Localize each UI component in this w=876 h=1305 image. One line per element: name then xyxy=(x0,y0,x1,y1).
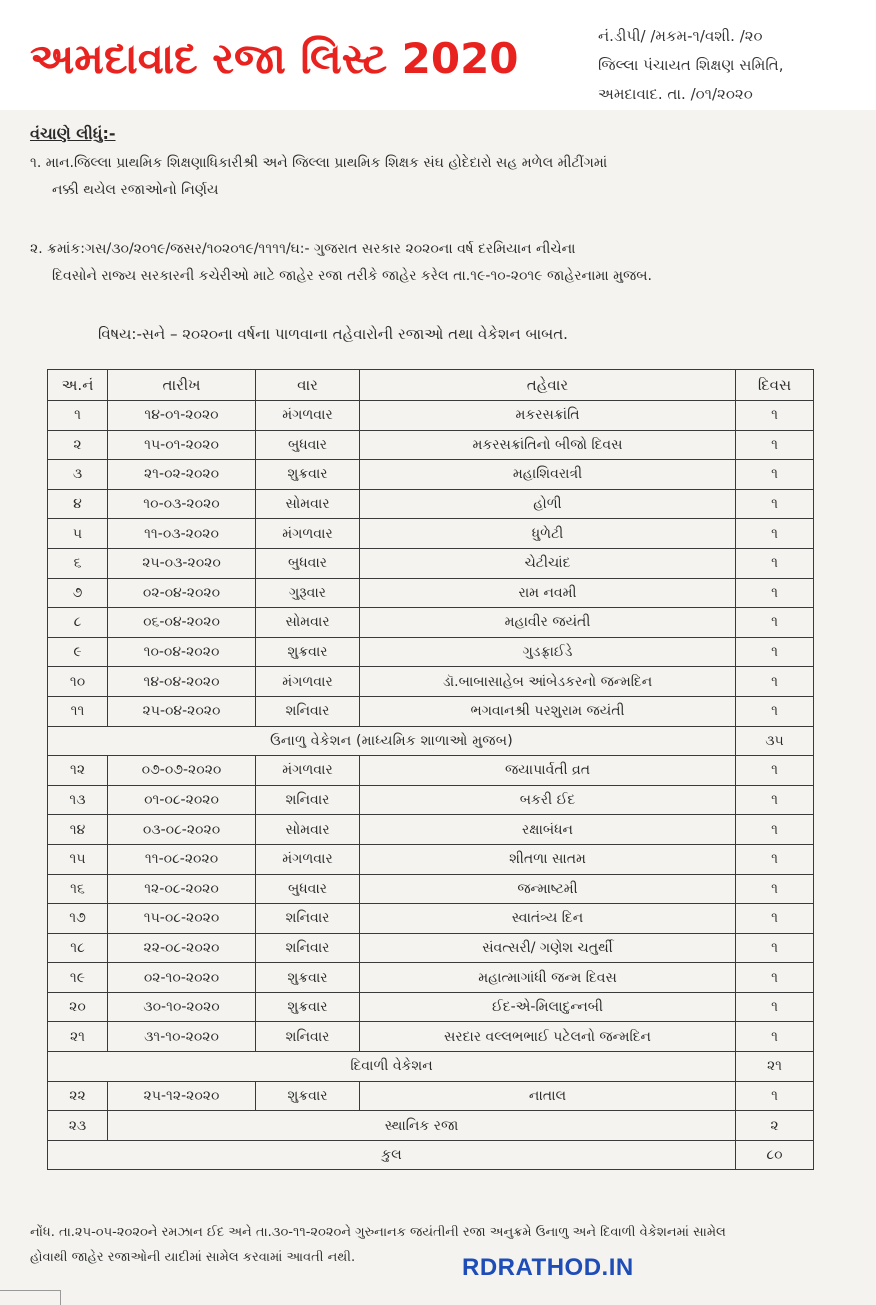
header-date: તારીખ xyxy=(108,370,256,401)
day-cell: શનિવાર xyxy=(256,933,360,963)
holiday-table xyxy=(47,369,814,1170)
diwali-vacation-days: ૨૧ xyxy=(736,1052,814,1082)
read-item-1 xyxy=(30,150,860,204)
issue-date: અમદાવાદ. તા. /૦૧/૨૦૨૦ xyxy=(598,85,753,103)
local-holiday-row xyxy=(48,1111,814,1141)
day-cell: બુધવાર xyxy=(256,430,360,460)
days-cell: ૧ xyxy=(736,637,814,667)
date-cell: ૦૬-૦૪-૨૦૨૦ xyxy=(108,608,256,638)
serial-no-cell: ૩ xyxy=(48,460,108,490)
header-days: દિવસ xyxy=(736,370,814,401)
serial-no-cell: ૮ xyxy=(48,608,108,638)
date-cell: ૦૧-૦૮-૨૦૨૦ xyxy=(108,785,256,815)
date-cell: ૨૫-૦૩-૨૦૨૦ xyxy=(108,548,256,578)
local-holiday-days: ૨ xyxy=(736,1111,814,1141)
day-cell: શુક્રવાર xyxy=(256,1081,360,1111)
date-cell: ૧૦-૦૪-૨૦૨૦ xyxy=(108,637,256,667)
day-cell: શનિવાર xyxy=(256,696,360,726)
date-cell: ૨૫-૧૨-૨૦૨૦ xyxy=(108,1081,256,1111)
days-cell: ૧ xyxy=(736,578,814,608)
serial-no-cell: ૧૪ xyxy=(48,815,108,845)
serial-no-cell: ૯ xyxy=(48,637,108,667)
days-cell: ૧ xyxy=(736,963,814,993)
day-cell: શુક્રવાર xyxy=(256,460,360,490)
read-item-1-line-2: નક્કી થયેલ રજાઓનો નિર્ણય xyxy=(52,182,219,198)
summer-vacation-row xyxy=(48,726,814,756)
festival-cell: સંવત્સરી/ ગણેશ ચતુર્થી xyxy=(360,933,736,963)
days-cell: ૧ xyxy=(736,785,814,815)
days-cell: ૧ xyxy=(736,696,814,726)
diwali-vacation-label: દિવાળી વેકેશન xyxy=(48,1052,736,1082)
day-cell: મંગળવાર xyxy=(256,667,360,697)
table-row xyxy=(48,519,814,549)
days-cell: ૧ xyxy=(736,992,814,1022)
total-row xyxy=(48,1140,814,1170)
festival-cell: મહાત્માગાંધી જન્મ દિવસ xyxy=(360,963,736,993)
day-cell: શુક્રવાર xyxy=(256,992,360,1022)
day-cell: ગુરૂવાર xyxy=(256,578,360,608)
summer-vacation-days: ૩૫ xyxy=(736,726,814,756)
table-row xyxy=(48,904,814,934)
table-row xyxy=(48,637,814,667)
serial-no-cell: ૨૨ xyxy=(48,1081,108,1111)
festival-cell: ઈદ-એ-મિલાદુન્નબી xyxy=(360,992,736,1022)
day-cell: મંગળવાર xyxy=(256,519,360,549)
date-cell: ૦૩-૦૮-૨૦૨૦ xyxy=(108,815,256,845)
read-heading: વંચાણે લીધું:- xyxy=(30,124,116,143)
table-row xyxy=(48,401,814,431)
festival-cell: નાતાલ xyxy=(360,1081,736,1111)
table-header-row xyxy=(48,370,814,401)
footnote-line-1: નોંધ. તા.૨૫-૦૫-૨૦૨૦ને રમઝાન ઈદ અને તા.૩૦-૧૧-૨૦૨૦ને ગુરુનાનક જયંતીની રજા અનુક્રમે ઉનાળુ અને દિવાળી વેકેશનમાં સામેલ xyxy=(30,1225,726,1240)
subject-line: વિષય:-સને – ૨૦૨૦ના વર્ષના પાળવાના તહેવારોની રજાઓ તથા વેકેશન બાબત. xyxy=(98,325,568,343)
table-row xyxy=(48,548,814,578)
festival-cell: સરદાર વલ્લભભાઈ પટેલનો જન્મદિન xyxy=(360,1022,736,1052)
festival-cell: ચેટીચાંદ xyxy=(360,548,736,578)
serial-no-cell: ૧૮ xyxy=(48,933,108,963)
serial-no-cell: ૧૨ xyxy=(48,756,108,786)
date-cell: ૧૧-૦૮-૨૦૨૦ xyxy=(108,844,256,874)
days-cell: ૧ xyxy=(736,756,814,786)
day-cell: સોમવાર xyxy=(256,815,360,845)
date-cell: ૧૫-૦૮-૨૦૨૦ xyxy=(108,904,256,934)
festival-cell: ભગવાનશ્રી પરશુરામ જયંતી xyxy=(360,696,736,726)
festival-cell: મહાવીર જયંતી xyxy=(360,608,736,638)
date-cell: ૦૨-૦૪-૨૦૨૦ xyxy=(108,578,256,608)
table-row xyxy=(48,667,814,697)
table-row xyxy=(48,696,814,726)
date-cell: ૧૦-૦૩-૨૦૨૦ xyxy=(108,489,256,519)
serial-no-cell: ૧૫ xyxy=(48,844,108,874)
day-cell: શનિવાર xyxy=(256,785,360,815)
serial-no-cell: ૧૧ xyxy=(48,696,108,726)
reference-block xyxy=(598,22,784,109)
day-cell: શનિવાર xyxy=(256,1022,360,1052)
day-cell: શુક્રવાર xyxy=(256,963,360,993)
local-holiday-label: સ્થાનિક રજા xyxy=(108,1111,736,1141)
festival-cell: મકરસક્રાંતિ xyxy=(360,401,736,431)
serial-no-cell: ૧૭ xyxy=(48,904,108,934)
read-item-2-line-1: ૨. ક્રમાંક:ગસ/૩૦/૨૦૧૯/જસર/૧૦૨૦૧૯/૧૧૧૧/ઘ:- ગુજરાત સરકાર ૨૦૨૦ના વર્ષ દરમિયાન નીચેના xyxy=(30,241,576,257)
total-label: કુલ xyxy=(48,1140,736,1170)
table-row xyxy=(48,756,814,786)
days-cell: ૧ xyxy=(736,489,814,519)
read-item-2 xyxy=(30,236,860,290)
date-cell: ૧૨-૦૮-૨૦૨૦ xyxy=(108,874,256,904)
festival-cell: શીતળા સાતમ xyxy=(360,844,736,874)
table-row xyxy=(48,933,814,963)
festival-cell: ધુળેટી xyxy=(360,519,736,549)
day-cell: બુધવાર xyxy=(256,874,360,904)
festival-cell: જયાપાર્વતી વ્રત xyxy=(360,756,736,786)
serial-no-cell: ૨૧ xyxy=(48,1022,108,1052)
days-cell: ૧ xyxy=(736,519,814,549)
days-cell: ૧ xyxy=(736,904,814,934)
table-row xyxy=(48,489,814,519)
table-row xyxy=(48,963,814,993)
table-row xyxy=(48,460,814,490)
diwali-vacation-row xyxy=(48,1052,814,1082)
days-cell: ૧ xyxy=(736,1081,814,1111)
date-cell: ૨૨-૦૮-૨૦૨૦ xyxy=(108,933,256,963)
days-cell: ૧ xyxy=(736,815,814,845)
total-days: ૮૦ xyxy=(736,1140,814,1170)
festival-cell: મકરસક્રાંતિનો બીજો દિવસ xyxy=(360,430,736,460)
table-row xyxy=(48,1081,814,1111)
days-cell: ૧ xyxy=(736,874,814,904)
summer-vacation-label: ઉનાળુ વેકેશન (માધ્યમિક શાળાઓ મુજબ) xyxy=(48,726,736,756)
serial-no-cell: ૫ xyxy=(48,519,108,549)
table-row xyxy=(48,992,814,1022)
serial-no-cell: ૧૬ xyxy=(48,874,108,904)
serial-no-cell: ૭ xyxy=(48,578,108,608)
festival-cell: રક્ષાબંધન xyxy=(360,815,736,845)
days-cell: ૧ xyxy=(736,460,814,490)
reference-number: નં.ડીપી/ /મકમ-૧/વશી. /૨૦ xyxy=(598,27,763,45)
date-cell: ૦૨-૧૦-૨૦૨૦ xyxy=(108,963,256,993)
days-cell: ૧ xyxy=(736,430,814,460)
day-cell: મંગળવાર xyxy=(256,401,360,431)
header-serial-no: અ.નં xyxy=(48,370,108,401)
day-cell: સોમવાર xyxy=(256,608,360,638)
date-cell: ૧૪-૦૪-૨૦૨૦ xyxy=(108,667,256,697)
days-cell: ૧ xyxy=(736,1022,814,1052)
days-cell: ૧ xyxy=(736,667,814,697)
page-corner-fragment xyxy=(0,1290,61,1305)
serial-no-cell: ૧૩ xyxy=(48,785,108,815)
days-cell: ૧ xyxy=(736,844,814,874)
festival-cell: મહાશિવરાત્રી xyxy=(360,460,736,490)
table-row xyxy=(48,578,814,608)
day-cell: શુક્રવાર xyxy=(256,637,360,667)
serial-no-cell: ૨ xyxy=(48,430,108,460)
date-cell: ૩૦-૧૦-૨૦૨૦ xyxy=(108,992,256,1022)
table-row xyxy=(48,815,814,845)
header-festival: તહેવાર xyxy=(360,370,736,401)
day-cell: સોમવાર xyxy=(256,489,360,519)
date-cell: ૧૫-૦૧-૨૦૨૦ xyxy=(108,430,256,460)
days-cell: ૧ xyxy=(736,933,814,963)
festival-cell: રામ નવમી xyxy=(360,578,736,608)
read-item-1-line-1: ૧. માન.જિલ્લા પ્રાથમિક શિક્ષણાધિકારીશ્રી અને જિલ્લા પ્રાથમિક શિક્ષક સંઘ હોદેદારો સહ મળેલ મીટીંગમાં xyxy=(30,155,608,171)
day-cell: બુધવાર xyxy=(256,548,360,578)
read-item-2-line-2: દિવસોને રાજ્ય સરકારની કચેરીઓ માટે જાહેર રજા તરીકે જાહેર કરેલ તા.૧૯-૧૦-૨૦૧૯ જાહેરનામા મુજબ. xyxy=(52,268,652,284)
day-cell: શનિવાર xyxy=(256,904,360,934)
local-holiday-no: ૨૩ xyxy=(48,1111,108,1141)
date-cell: ૦૭-૦૭-૨૦૨૦ xyxy=(108,756,256,786)
table-row xyxy=(48,1022,814,1052)
date-cell: ૧૪-૦૧-૨૦૨૦ xyxy=(108,401,256,431)
festival-cell: સ્વાતંત્ર્ય દિન xyxy=(360,904,736,934)
serial-no-cell: ૪ xyxy=(48,489,108,519)
serial-no-cell: ૧૦ xyxy=(48,667,108,697)
date-cell: ૧૧-૦૩-૨૦૨૦ xyxy=(108,519,256,549)
page-title: અમદાવાદ રજા લિસ્ટ 2020 xyxy=(30,34,519,83)
table-row xyxy=(48,608,814,638)
serial-no-cell: ૧ xyxy=(48,401,108,431)
date-cell: ૨૫-૦૪-૨૦૨૦ xyxy=(108,696,256,726)
festival-cell: ડૉ.બાબાસાહેબ આંબેડકરનો જન્મદિન xyxy=(360,667,736,697)
festival-cell: હોળી xyxy=(360,489,736,519)
table-row xyxy=(48,844,814,874)
date-cell: ૨૧-૦૨-૨૦૨૦ xyxy=(108,460,256,490)
website-watermark: RDRATHOD.IN xyxy=(462,1254,634,1281)
date-cell: ૩૧-૧૦-૨૦૨૦ xyxy=(108,1022,256,1052)
festival-cell: બકરી ઈદ xyxy=(360,785,736,815)
table-row xyxy=(48,874,814,904)
table-row xyxy=(48,785,814,815)
festival-cell: ગુડફ્રાઈડે xyxy=(360,637,736,667)
serial-no-cell: ૨૦ xyxy=(48,992,108,1022)
day-cell: મંગળવાર xyxy=(256,844,360,874)
footnote-line-2: હોવાથી જાહેર રજાઓની યાદીમાં સામેલ કરવામાં આવતી નથી. xyxy=(30,1250,356,1265)
footnote xyxy=(30,1220,860,1270)
serial-no-cell: ૧૯ xyxy=(48,963,108,993)
issuing-office: જિલ્લા પંચાયત શિક્ષણ સમિતિ, xyxy=(598,56,784,74)
day-cell: મંગળવાર xyxy=(256,756,360,786)
festival-cell: જન્માષ્ટમી xyxy=(360,874,736,904)
table-row xyxy=(48,430,814,460)
serial-no-cell: ૬ xyxy=(48,548,108,578)
days-cell: ૧ xyxy=(736,548,814,578)
days-cell: ૧ xyxy=(736,401,814,431)
header-day: વાર xyxy=(256,370,360,401)
days-cell: ૧ xyxy=(736,608,814,638)
